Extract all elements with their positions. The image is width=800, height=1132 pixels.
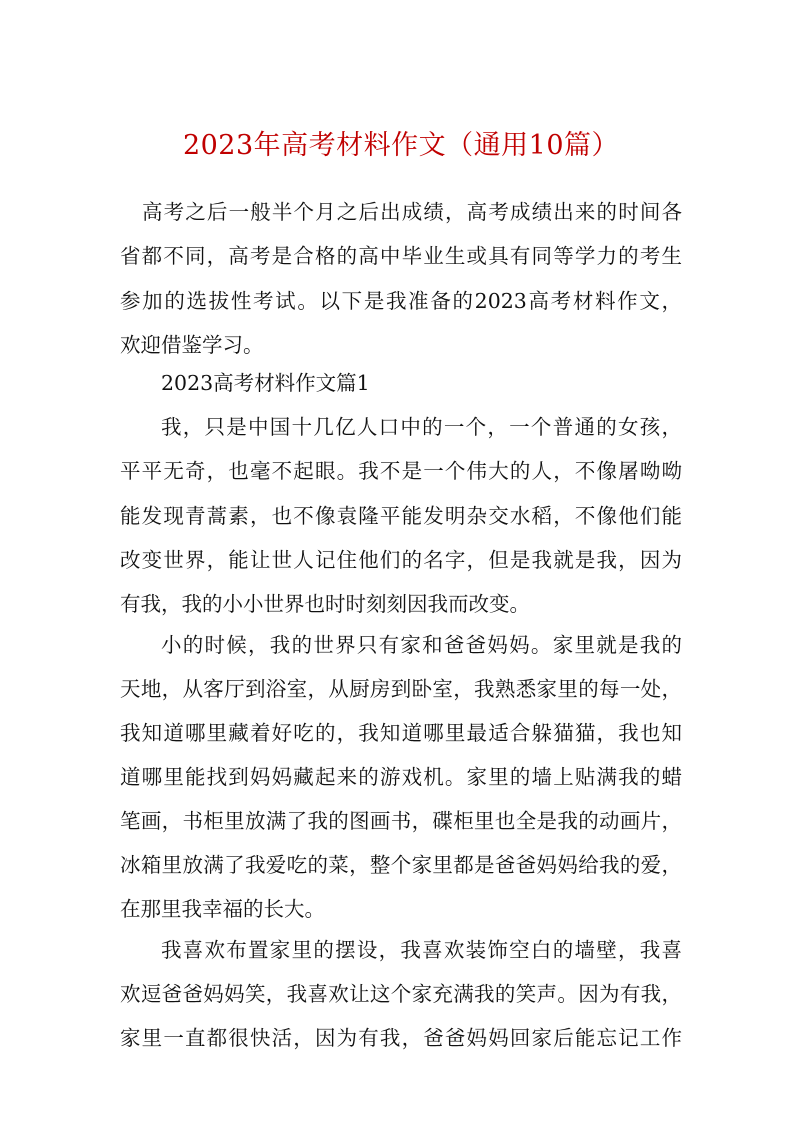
- text-line: 我，只是中国十几亿人口中的一个，一个普通的女孩，: [161, 415, 682, 439]
- text-line: 天地，从客厅到浴室，从厨房到卧室，我熟悉家里的每一处，: [120, 677, 682, 701]
- text-line: 省都不同，高考是合格的高中毕业生或具有同等学力的考生: [120, 244, 682, 268]
- text-line: 平平无奇，也毫不起眼。我不是一个伟大的人，不像屠呦呦: [120, 459, 682, 483]
- document-page: [120, 0, 682, 1132]
- document-title: 2023年高考材料作文（通用10篇）: [182, 130, 620, 161]
- text-line: 有我，我的小小世界也时时刻刻因我而改变。: [120, 592, 530, 616]
- text-line: 我知道哪里藏着好吃的，我知道哪里最适合躲猫猫，我也知: [120, 721, 682, 745]
- text-line: 欢逗爸爸妈妈笑，我喜欢让这个家充满我的笑声。因为有我，: [120, 982, 682, 1006]
- text-line: 道哪里能找到妈妈藏起来的游戏机。家里的墙上贴满我的蜡: [120, 765, 682, 789]
- text-line: 我喜欢布置家里的摆设，我喜欢装饰空白的墙壁，我喜: [161, 938, 682, 962]
- text-line: 在那里我幸福的长大。: [120, 897, 325, 921]
- text-line: 小的时候，我的世界只有家和爸爸妈妈。家里就是我的: [161, 633, 682, 657]
- section-heading: 2023高考材料作文篇1: [161, 371, 370, 395]
- text-line: 改变世界，能让世人记住他们的名字，但是我就是我，因为: [120, 548, 682, 572]
- text-line: 参加的选拔性考试。以下是我准备的2023高考材料作文，: [120, 289, 682, 313]
- text-line: 家里一直都很快活，因为有我，爸爸妈妈回家后能忘记工作: [120, 1026, 682, 1050]
- text-line: 能发现青蒿素，也不像袁隆平能发明杂交水稻，不像他们能: [120, 504, 682, 528]
- text-line: 笔画，书柜里放满了我的图画书，碟柜里也全是我的动画片，: [120, 809, 682, 833]
- text-line: 高考之后一般半个月之后出成绩，高考成绩出来的时间各: [142, 200, 682, 224]
- text-line: 欢迎借鉴学习。: [120, 333, 264, 357]
- text-line: 冰箱里放满了我爱吃的菜，整个家里都是爸爸妈妈给我的爱，: [120, 853, 682, 877]
